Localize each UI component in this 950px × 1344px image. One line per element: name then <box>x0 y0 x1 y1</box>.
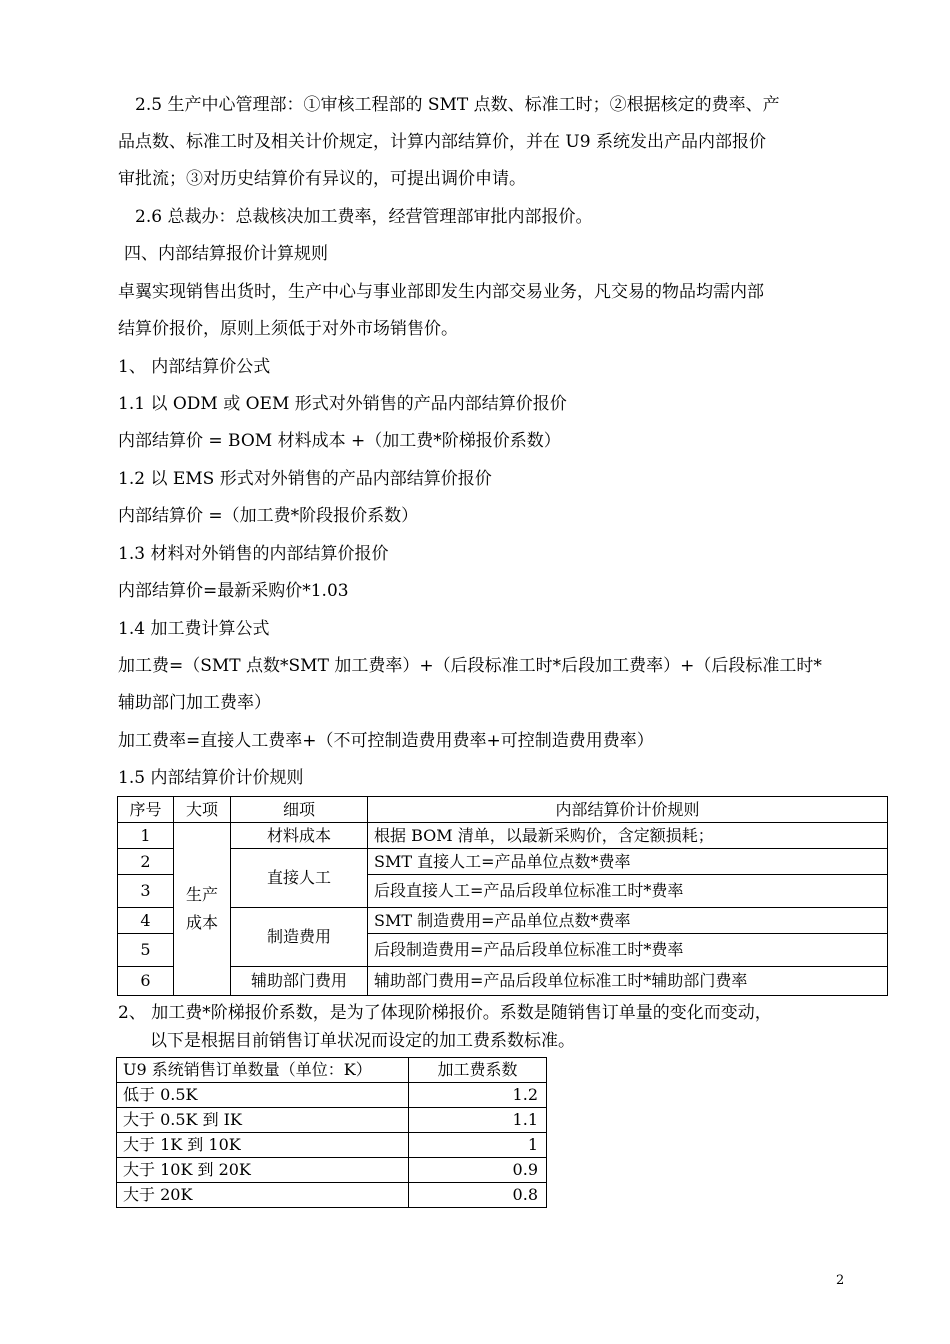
formula-heading: 1、 内部结算价公式 <box>118 357 271 377</box>
row-range: 大于 1K 到 10K <box>117 1133 409 1158</box>
table-header-row <box>118 797 888 823</box>
section-4-heading: 四、内部结算报价计算规则 <box>124 244 328 264</box>
header-no: 序号 <box>118 797 174 823</box>
row-no: 5 <box>118 934 174 967</box>
table-row <box>117 1108 547 1133</box>
row-no: 4 <box>118 908 174 934</box>
section-2-5-line2: 品点数、标准工时及相关计价规定，计算内部结算价，并在 U9 系统发出产品内部报价 <box>118 132 766 152</box>
f1-4-title: 1.4 加工费计算公式 <box>118 619 270 639</box>
row-coef: 0.9 <box>409 1158 547 1183</box>
f1-4-formula-line2: 辅助部门加工费率） <box>118 693 271 713</box>
row-coef: 0.8 <box>409 1183 547 1208</box>
row-no: 6 <box>118 967 174 996</box>
table-row <box>118 849 888 875</box>
f1-3-title: 1.3 材料对外销售的内部结算价报价 <box>118 544 389 564</box>
table-row <box>118 908 888 934</box>
coefficient-table <box>116 1057 547 1208</box>
category-cell: 生产成本 <box>174 823 231 996</box>
f1-4-formula-line1: 加工费=（SMT 点数*SMT 加工费率）+（后段标准工时*后段加工费率）+（后段标准工时* <box>118 656 822 676</box>
row-range: 低于 0.5K <box>117 1083 409 1108</box>
row-range: 大于 0.5K 到 IK <box>117 1108 409 1133</box>
f1-4-rate: 加工费率=直接人工费率+（不可控制造费用费率+可控制造费用费率） <box>118 731 654 751</box>
f1-1-formula: 内部结算价 = BOM 材料成本 +（加工费*阶梯报价系数） <box>118 431 561 451</box>
row-item: 直接人工 <box>231 849 368 908</box>
header-item: 细项 <box>231 797 368 823</box>
header-category: 大项 <box>174 797 231 823</box>
row-rule: 后段直接人工=产品后段单位标准工时*费率 <box>368 875 888 908</box>
row-rule: 后段制造费用=产品后段单位标准工时*费率 <box>368 934 888 967</box>
coef-note-line2: 以下是根据目前销售订单状况而设定的加工费系数标准。 <box>150 1031 575 1051</box>
section-2-5-line1: 2.5 生产中心管理部：①审核工程部的 SMT 点数、标准工时；②根据核定的费率、产 <box>135 95 780 115</box>
row-item: 辅助部门费用 <box>231 967 368 996</box>
row-no: 2 <box>118 849 174 875</box>
header-coefficient: 加工费系数 <box>409 1058 547 1083</box>
row-rule: 辅助部门费用=产品后段单位标准工时*辅助部门费率 <box>368 967 888 996</box>
f1-1-title: 1.1 以 ODM 或 OEM 形式对外销售的产品内部结算价报价 <box>118 394 567 414</box>
row-no: 1 <box>118 823 174 849</box>
table-row <box>117 1133 547 1158</box>
row-coef: 1 <box>409 1133 547 1158</box>
header-rule: 内部结算价计价规则 <box>368 797 888 823</box>
row-coef: 1.2 <box>409 1083 547 1108</box>
intro-line1: 卓翼实现销售出货时，生产中心与事业部即发生内部交易业务，凡交易的物品均需内部 <box>118 282 764 302</box>
row-rule: 根据 BOM 清单，以最新采购价，含定额损耗； <box>368 823 888 849</box>
row-range: 大于 10K 到 20K <box>117 1158 409 1183</box>
table-header-row <box>117 1058 547 1083</box>
table-row <box>117 1158 547 1183</box>
intro-line2: 结算价报价，原则上须低于对外市场销售价。 <box>118 319 458 339</box>
row-item: 材料成本 <box>231 823 368 849</box>
row-rule: SMT 直接人工=产品单位点数*费率 <box>368 849 888 875</box>
f1-5-title: 1.5 内部结算价计价规则 <box>118 768 304 788</box>
page-number: 2 <box>836 1273 845 1288</box>
row-range: 大于 20K <box>117 1183 409 1208</box>
row-rule: SMT 制造费用=产品单位点数*费率 <box>368 908 888 934</box>
table-row <box>117 1083 547 1108</box>
header-quantity: U9 系统销售订单数量（单位：K） <box>117 1058 409 1083</box>
table-row <box>117 1183 547 1208</box>
row-coef: 1.1 <box>409 1108 547 1133</box>
table-row <box>118 823 888 849</box>
coef-note-line1: 2、 加工费*阶梯报价系数，是为了体现阶梯报价。系数是随销售订单量的变化而变动， <box>118 1003 772 1023</box>
f1-2-formula: 内部结算价 =（加工费*阶段报价系数） <box>118 506 419 526</box>
row-item: 制造费用 <box>231 908 368 967</box>
f1-2-title: 1.2 以 EMS 形式对外销售的产品内部结算价报价 <box>118 469 492 489</box>
section-2-5-line3: 审批流；③对历史结算价有异议的，可提出调价申请。 <box>118 169 526 189</box>
row-no: 3 <box>118 875 174 908</box>
table-row <box>118 967 888 996</box>
section-2-6: 2.6 总裁办：总裁核决加工费率，经营管理部审批内部报价。 <box>135 207 593 227</box>
pricing-rule-table <box>117 796 888 996</box>
f1-3-formula: 内部结算价=最新采购价*1.03 <box>118 581 349 601</box>
